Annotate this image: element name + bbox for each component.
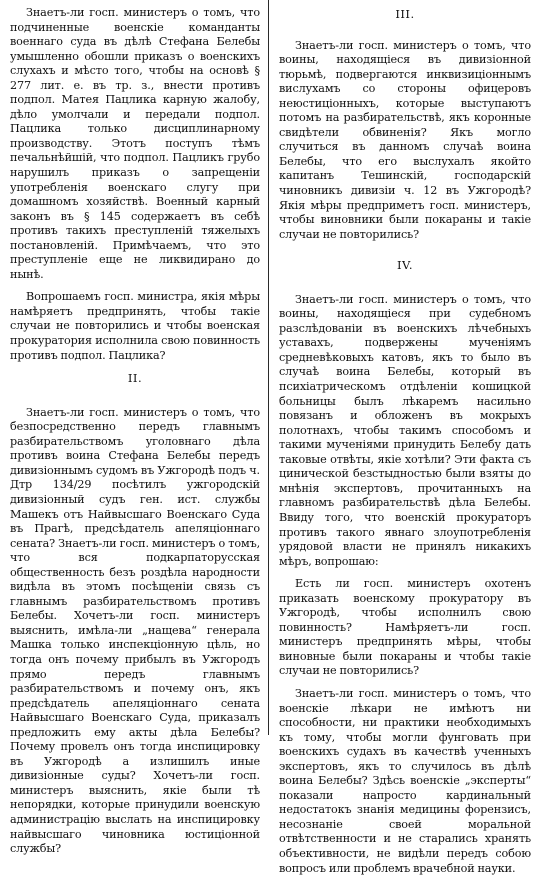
column-divider (268, 0, 269, 735)
paragraph: Знаетъ-ли госп. министеръ о томъ, что воины, находящіеся въ дивизіонной тюрьмѣ, подвергаются инквизиціоннымъ вислухамъ со стороны офицеровъ неюстиціонныхъ, которые выступаютъ потомъ на разбирательствѣ, якъ коронные свидѣтели обвиненія? Якъ могло случиться въ данномъ случаѣ воина Белебы, что его выслухалъ якойто капитанъ Тешинскій, господарскій чиновникъ дивизіи ч. 12 въ Ужгородѣ? Якія мѣры предприметъ госп. министеръ, чтобы виновники были покараны и такіе случаи не повторились? (279, 38, 531, 241)
paragraph: Вопрошаемъ госп. министра, якія мѣры намѣряетъ предпринять, чтобы такіе случаи не повторились и чтобы военская прокуратория исполнила свою повинность противъ подпол. Пацлика? (10, 290, 260, 362)
paragraph: Знаетъ-ли госп. министеръ о томъ, что воины, находящіеся при судебномъ разслѣдованіи въ военскихъ лѣчебныхъ уставахъ, подвержены мученіямъ средневѣковыхъ катовъ, якъ то было въ случаѣ воина Белебы, который въ психіатрическомъ отдѣленіи кошицкой больницы былъ лѣкаремъ насильно повязанъ и обложенъ въ мокрыхъ полотнахъ, чтобы такимъ способомъ и такими мученіями принудить Белебу дать таковые отвѣты, якіе хотѣли? Эти факта съ цинической безстыдностью были взяты до мнѣнія экспертовъ, прочитанныхъ на главномъ разбирательствѣ дѣла Белебы. Ввиду того, что военскій прокураторъ противъ такого явнаго злоупотребленія урядовой власти не принялъ никакихъ мѣръ, вопрошаю: (279, 292, 531, 568)
paragraph: Знаетъ-ли госп. министеръ о томъ, что подчиненные военскіе команданты военнаго суда въ дѣлѣ Стефана Белебы умышленно обошли приказъ о военскихъ слухахъ и мѣсто того, чтобы на основѣ § 277 лит. е. въ тр. з., внести противъ подпол. Матея Пацлика карную жалобу, дѣло умолчали и передали подпол. Пацлика только дисциплинарному производству. Этотъ поступъ тѣмъ печальнѣйшій, что подпол. Пацликъ грубо нарушилъ приказъ о запрещеніи употребленія военскаго слугу при домашномъ хозяйствѣ. Военный карный законъ въ § 145 содержаетъ въ себѣ противъ такихъ преступленій тяжелыхъ постановленій. Примѣчаемъ, что это преступленіе еще не ликвидирано до нынѣ. (10, 6, 260, 281)
section-heading-2: II. (127, 371, 143, 386)
paragraph: Знаетъ-ли госп. министеръ о томъ, что военскіе лѣкари не имѣютъ ни способности, ни практики необходимыхъ къ тому, чтобы могли фунговать при военскихъ судахъ въ качествѣ ученныхъ экспертовъ, якъ то случилось въ дѣлѣ воина Белебы? Здѣсь военскіе „эксперты“ показали напросто кардинальный недостатокъ знанія медицины форензисъ, несознаніе своей моральной отвѣтственности и не старались хранять объективности, не видѣли передъ собою вопросъ или проблемъ врачебной науки. (279, 686, 531, 875)
paragraph: Знаетъ-ли госп. министеръ о томъ, что безпосредственно передъ главнымъ разбирательствомъ уголовнаго дѣла противъ воина Стефана Белебы передъ дивизіоннымъ судомъ въ Ужгородѣ подъ ч. Дтр 134/29 посѣтилъ ужгородскій дивизіонный судъ ген. ист. службы Машекъ отъ Найвысшаго Военскаго Суда въ Прагѣ, предсѣдатель апеляціоннаго сената? Знаетъ-ли госп. министеръ о томъ, что вся подкарпаторусская общественность безъ роздѣла народности видѣла въ этомъ посѣщеніи связь съ главнымъ разбирательствомъ противъ Белебы. Хочетъ-ли госп. министеръ выяснить, имѣла-ли „нащева“ генерала Машка только инспекціонную цѣль, но тогда онъ почему прибылъ въ Ужгородъ прямо передъ главнымъ разбирательствомъ и почему онъ, якъ предсѣдатель апеляціоннаго сената Найвысшаго Военскаго Суда, приказалъ предложить ему акты дѣла Белебы? Почему провелъ онъ тогда инспицировку въ Ужгородѣ а излишилъ иные дивизіонные суды? Хочетъ-ли госп. министеръ выяснить, якіе были тѣ непорядки, которые принудили военскую администрацію выслать на инспицировку найвысшаго чиновника юстиціонной службы? (10, 405, 260, 856)
section-heading-4: IV. (397, 258, 413, 273)
paragraph: Есть ли госп. министеръ охотенъ приказать военскому прокуратору въ Ужгородѣ, чтобы исполнилъ свою повинность? Намѣряетъ-ли госп. министеръ предпринять мѣры, чтобы виновные были покараны и чтобы такіе случаи не повторились? (279, 577, 531, 678)
left-column (10, 6, 260, 857)
right-column (279, 6, 531, 876)
section-heading-3: III. (395, 7, 415, 21)
